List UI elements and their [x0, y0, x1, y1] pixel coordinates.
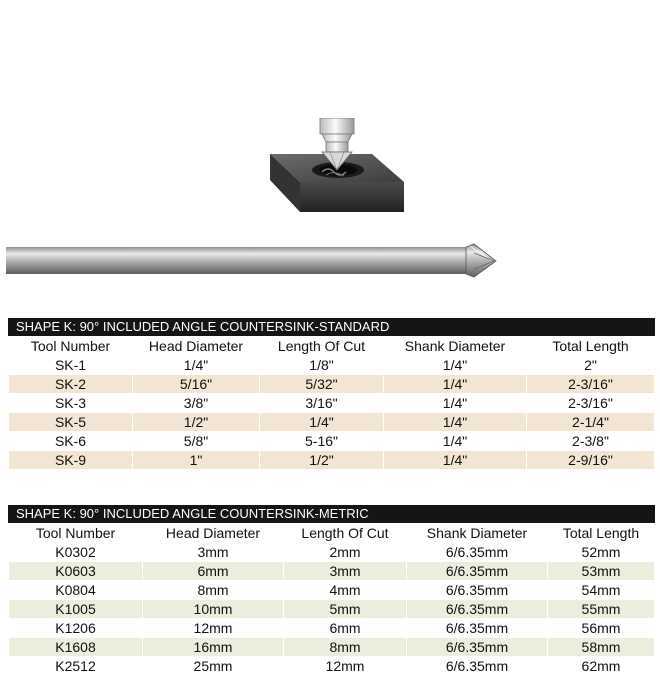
cell-tool-number: K0302: [9, 543, 143, 562]
cell-shank-diameter: 1/4": [384, 394, 527, 413]
cell-shank-diameter: 6/6.35mm: [407, 619, 548, 638]
table-header-row: [9, 524, 655, 543]
cell-head-diameter: 1/4": [133, 356, 260, 375]
column-header-total-length: Total Length: [548, 524, 655, 543]
cell-total-length: 2-1/4": [527, 413, 655, 432]
cell-total-length: 2-9/16": [527, 451, 655, 470]
cell-shank-diameter: 6/6.35mm: [407, 543, 548, 562]
column-header-head-diameter: Head Diameter: [133, 337, 260, 356]
cell-total-length: 62mm: [548, 657, 655, 676]
standard-countersink-table: [8, 318, 655, 470]
cell-total-length: 2": [527, 356, 655, 375]
column-header-length-of-cut: Length Of Cut: [260, 337, 384, 356]
metric-table-title: SHAPE K: 90° INCLUDED ANGLE COUNTERSINK-METRIC: [8, 505, 655, 523]
cell-shank-diameter: 1/4": [384, 413, 527, 432]
cell-length-of-cut: 5-16": [260, 432, 384, 451]
cell-tool-number: K2512: [9, 657, 143, 676]
cell-tool-number: SK-5: [9, 413, 133, 432]
cell-length-of-cut: 3/16": [260, 394, 384, 413]
cell-total-length: 56mm: [548, 619, 655, 638]
cell-shank-diameter: 1/4": [384, 375, 527, 394]
cell-head-diameter: 25mm: [143, 657, 284, 676]
cell-head-diameter: 1/2": [133, 413, 260, 432]
cell-shank-diameter: 6/6.35mm: [407, 657, 548, 676]
table-row: [9, 581, 655, 600]
table-row: [9, 394, 655, 413]
table-row: [9, 562, 655, 581]
cell-total-length: 52mm: [548, 543, 655, 562]
cell-head-diameter: 3/8": [133, 394, 260, 413]
column-header-length-of-cut: Length Of Cut: [284, 524, 407, 543]
cell-head-diameter: 1": [133, 451, 260, 470]
table-row: [9, 619, 655, 638]
cell-length-of-cut: 3mm: [284, 562, 407, 581]
cell-length-of-cut: 1/8": [260, 356, 384, 375]
cell-length-of-cut: 1/2": [260, 451, 384, 470]
cell-tool-number: SK-1: [9, 356, 133, 375]
cell-head-diameter: 8mm: [143, 581, 284, 600]
column-header-total-length: Total Length: [527, 337, 655, 356]
table-row: [9, 657, 655, 676]
column-header-shank-diameter: Shank Diameter: [384, 337, 527, 356]
cell-total-length: 58mm: [548, 638, 655, 657]
cell-head-diameter: 6mm: [143, 562, 284, 581]
column-header-shank-diameter: Shank Diameter: [407, 524, 548, 543]
cell-shank-diameter: 1/4": [384, 432, 527, 451]
cell-head-diameter: 5/8": [133, 432, 260, 451]
cell-length-of-cut: 5/32": [260, 375, 384, 394]
table-row: [9, 432, 655, 451]
cell-total-length: 2-3/16": [527, 394, 655, 413]
cell-tool-number: SK-3: [9, 394, 133, 413]
cell-total-length: 54mm: [548, 581, 655, 600]
cell-length-of-cut: 12mm: [284, 657, 407, 676]
cell-tool-number: K0804: [9, 581, 143, 600]
cell-length-of-cut: 2mm: [284, 543, 407, 562]
cell-tool-number: K1206: [9, 619, 143, 638]
table-row: [9, 356, 655, 375]
countersink-usage-illustration: [260, 118, 410, 214]
cell-total-length: 53mm: [548, 562, 655, 581]
cell-head-diameter: 16mm: [143, 638, 284, 657]
cell-length-of-cut: 6mm: [284, 619, 407, 638]
cell-total-length: 2-3/16": [527, 375, 655, 394]
cell-length-of-cut: 4mm: [284, 581, 407, 600]
cell-shank-diameter: 1/4": [384, 451, 527, 470]
column-header-head-diameter: Head Diameter: [143, 524, 284, 543]
cell-shank-diameter: 6/6.35mm: [407, 600, 548, 619]
column-header-tool-number: Tool Number: [9, 524, 143, 543]
table-row: [9, 543, 655, 562]
cell-head-diameter: 3mm: [143, 543, 284, 562]
cell-shank-diameter: 6/6.35mm: [407, 581, 548, 600]
table-row: [9, 375, 655, 394]
cell-length-of-cut: 8mm: [284, 638, 407, 657]
standard-table-title: SHAPE K: 90° INCLUDED ANGLE COUNTERSINK-STANDARD: [8, 318, 655, 336]
cell-tool-number: K1005: [9, 600, 143, 619]
cell-tool-number: K1608: [9, 638, 143, 657]
cell-tool-number: K0603: [9, 562, 143, 581]
cell-tool-number: SK-2: [9, 375, 133, 394]
cell-tool-number: SK-6: [9, 432, 133, 451]
cell-head-diameter: 5/16": [133, 375, 260, 394]
table-row: [9, 413, 655, 432]
cell-length-of-cut: 1/4": [260, 413, 384, 432]
cell-total-length: 2-3/8": [527, 432, 655, 451]
cell-head-diameter: 12mm: [143, 619, 284, 638]
table-header-row: [9, 337, 655, 356]
metric-countersink-table: [8, 505, 655, 676]
cell-shank-diameter: 6/6.35mm: [407, 562, 548, 581]
table-row: [9, 451, 655, 470]
table-row: [9, 638, 655, 657]
cell-tool-number: SK-9: [9, 451, 133, 470]
cell-head-diameter: 10mm: [143, 600, 284, 619]
table-row: [9, 600, 655, 619]
cell-shank-diameter: 1/4": [384, 356, 527, 375]
column-header-tool-number: Tool Number: [9, 337, 133, 356]
cell-shank-diameter: 6/6.35mm: [407, 638, 548, 657]
countersink-bit-image: [6, 240, 498, 280]
cell-length-of-cut: 5mm: [284, 600, 407, 619]
cell-total-length: 55mm: [548, 600, 655, 619]
